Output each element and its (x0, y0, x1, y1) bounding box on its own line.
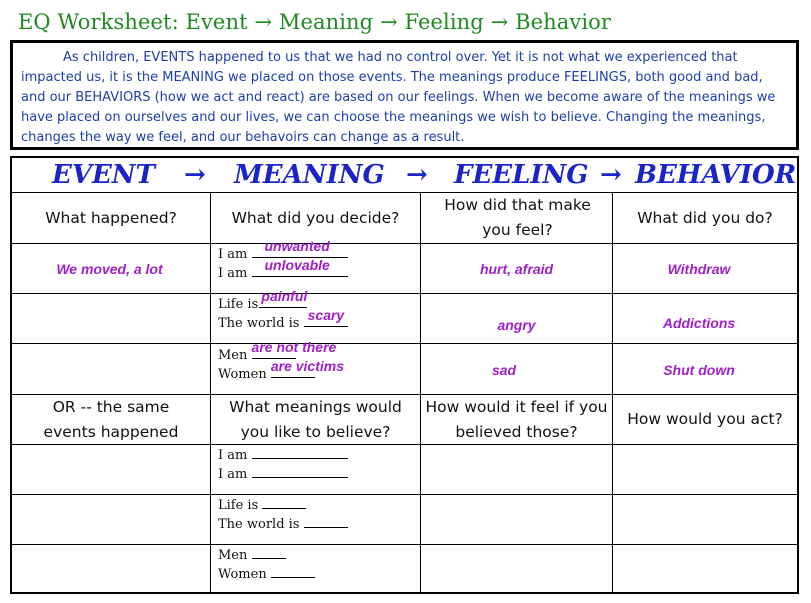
row-divider (12, 494, 797, 495)
life-is-line (218, 288, 308, 312)
women-line (218, 358, 345, 382)
banner-meaning: MEANING (234, 160, 385, 190)
men-line (218, 545, 286, 563)
world-is-line (218, 514, 348, 532)
worksheet-title: EQ Worksheet: Event → Meaning → Feeling → Behavior (18, 10, 612, 34)
row-divider (12, 544, 797, 545)
answer-women: are victims (270, 358, 345, 374)
i-am-label: I am (218, 247, 248, 262)
blank[interactable] (252, 445, 348, 459)
life-is-label: Life is (218, 297, 259, 312)
row-divider (12, 293, 797, 294)
blank[interactable] (270, 358, 345, 378)
world-is-label: The world is (218, 316, 300, 331)
i-am-line-3 (218, 445, 348, 463)
answer-act-2: Addictions (662, 314, 736, 331)
header-how-feel: How did that make you feel? (444, 196, 591, 239)
column-divider (210, 192, 211, 594)
i-am-label: I am (218, 266, 248, 281)
life-is-line (218, 495, 306, 513)
men-label: Men (218, 548, 248, 563)
answer-feel-3: sad (491, 361, 517, 378)
header-what-did: What did you do? (637, 208, 773, 227)
answer-i-am-2: unlovable (264, 257, 330, 273)
blank[interactable] (252, 545, 286, 559)
answer-feel-2: angry (497, 316, 536, 333)
banner-arrow: → (184, 160, 206, 190)
i-am-line-4 (218, 464, 348, 482)
banner-feeling: FEELING (454, 160, 589, 190)
worksheet-table (10, 156, 799, 594)
men-label: Men (218, 348, 248, 363)
banner-arrow: → (406, 160, 428, 190)
answer-act-1: Withdraw (667, 260, 731, 277)
intro-paragraph: As children, EVENTS happened to us that we had no control over. Yet it is not what we experienced that impacted us, it is the MEANING we placed on those events. The meanings produce FEELINGS, both good and bad, and our BEHAVIORS (how we act and react) are based on our feelings. When we become aware of the meanings we have placed on ourselves and our lives, we can choose the meanings we wish to believe. Changing the meanings, changes the way we feel, and our behavoirs can change as a result. (10, 40, 799, 150)
header-how-would-act: How would you act? (627, 410, 783, 428)
answer-men: are not there (251, 339, 337, 355)
banner-behavior: BEHAVIOR (635, 160, 797, 190)
world-is-label: The world is (218, 517, 300, 532)
header-what-decided: What did you decide? (231, 208, 400, 227)
banner-event: EVENT (52, 160, 155, 190)
women-line (218, 564, 315, 582)
i-am-label: I am (218, 448, 248, 463)
blank[interactable] (304, 514, 348, 528)
life-is-label: Life is (218, 498, 259, 513)
women-label: Women (218, 567, 267, 582)
blank[interactable] (304, 307, 348, 327)
banner-arrow: → (600, 160, 622, 190)
blank[interactable] (271, 564, 315, 578)
i-am-label: I am (218, 467, 248, 482)
answer-event: We moved, a lot (56, 260, 163, 277)
answer-feel-1: hurt, afraid (479, 260, 554, 277)
blank[interactable] (252, 464, 348, 478)
blank[interactable] (262, 495, 306, 509)
answer-act-3: Shut down (663, 361, 735, 378)
header-or-same-events: OR -- the same events happened (43, 397, 179, 441)
blank[interactable] (259, 288, 308, 308)
header-what-meanings: What meanings would you like to believe? (229, 397, 402, 441)
i-am-line-2 (218, 257, 348, 281)
answer-life-is: painful (261, 288, 308, 304)
world-is-line (218, 307, 348, 331)
women-label: Women (218, 367, 267, 382)
header-how-would-feel: How would it feel if you believed those? (425, 397, 608, 441)
answer-world-is: scary (307, 307, 345, 323)
answer-i-am-1: unwanted (264, 238, 330, 254)
header-what-happened: What happened? (45, 208, 177, 227)
blank[interactable] (252, 257, 348, 277)
